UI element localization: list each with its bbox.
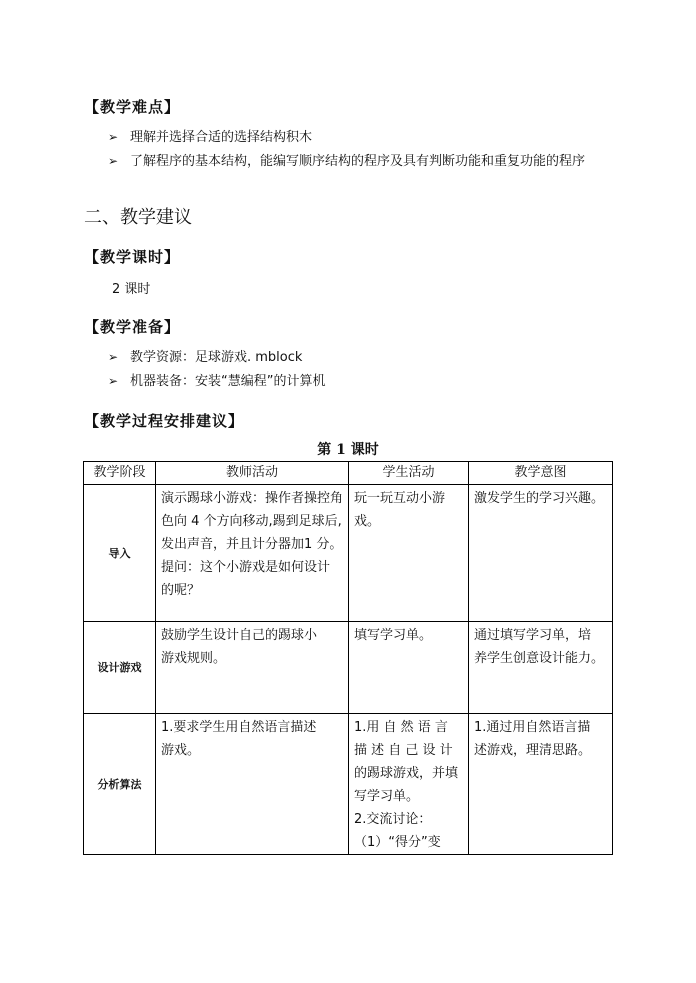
header-stage: 教学阶段 xyxy=(84,462,156,485)
prep-item xyxy=(108,370,325,389)
teacher-line: 鼓励学生设计自己的踢球小 xyxy=(161,628,318,643)
difficulty-item-text: 理解并选择合适的选择结构积木 xyxy=(130,130,313,145)
student-line: （1）“得分”变 xyxy=(354,835,441,850)
teacher-line: 的呢？ xyxy=(161,583,201,598)
difficulty-heading: 【教学难点】 xyxy=(84,98,181,116)
lesson-plan-table xyxy=(83,461,613,855)
teacher-line: 1.要求学生用自然语言描述 xyxy=(161,720,317,735)
difficulty-item xyxy=(108,126,312,145)
table-header-row xyxy=(84,462,613,485)
prep-item-text: 机器装备：安装“慧编程”的计算机 xyxy=(130,374,326,389)
difficulty-item xyxy=(108,150,585,169)
student-line: 填写学习单。 xyxy=(354,628,433,643)
student-cell xyxy=(349,622,469,714)
header-intent: 教学意图 xyxy=(469,462,613,485)
student-cell xyxy=(349,485,469,622)
teacher-line: 游戏规则。 xyxy=(161,651,227,666)
student-line: 1.用 自 然 语 言 xyxy=(354,720,448,735)
table-row xyxy=(84,714,613,855)
table-row xyxy=(84,485,613,622)
teacher-line: 提问：这个小游戏是如何设计 xyxy=(161,560,331,575)
stage-cell: 导入 xyxy=(84,485,156,622)
lesson-title: 第 1 课时 xyxy=(317,442,379,458)
arrow-bullet-icon: ➢ xyxy=(108,130,119,144)
intent-line: 养学生创意设计能力。 xyxy=(474,651,605,666)
arrow-bullet-icon: ➢ xyxy=(108,350,119,364)
intent-line: 激发学生的学习兴趣。 xyxy=(474,491,605,506)
student-line: 2.交流讨论： xyxy=(354,812,432,827)
teacher-line: 游戏。 xyxy=(161,743,201,758)
prep-heading: 【教学准备】 xyxy=(84,318,181,336)
section-title: 二、教学建议 xyxy=(84,207,192,228)
hours-heading: 【教学课时】 xyxy=(84,248,181,266)
student-line: 玩一玩互动小游 xyxy=(354,491,446,506)
arrow-bullet-icon: ➢ xyxy=(108,374,119,388)
arrow-bullet-icon: ➢ xyxy=(108,154,119,168)
teacher-cell xyxy=(156,622,349,714)
prep-item xyxy=(108,346,302,365)
intent-line: 通过填写学习单，培 xyxy=(474,628,592,643)
teacher-cell xyxy=(156,485,349,622)
student-line: 描 述 自 己 设 计 xyxy=(354,743,453,758)
prep-item-text: 教学资源：足球游戏. mblock xyxy=(130,350,303,365)
table-row xyxy=(84,622,613,714)
intent-cell xyxy=(469,622,613,714)
intent-cell xyxy=(469,485,613,622)
intent-line: 1.通过用自然语言描 xyxy=(474,720,591,735)
student-line: 的踢球游戏，并填 xyxy=(354,766,459,781)
hours-value: 2 课时 xyxy=(112,282,151,297)
student-line: 写学习单。 xyxy=(354,789,420,804)
stage-cell: 设计游戏 xyxy=(84,622,156,714)
intent-cell xyxy=(469,714,613,855)
process-heading: 【教学过程安排建议】 xyxy=(84,412,245,430)
intent-line: 述游戏，理清思路。 xyxy=(474,743,592,758)
teacher-line: 演示踢球小游戏：操作者操控角 xyxy=(161,491,344,506)
student-line: 戏。 xyxy=(354,514,381,529)
teacher-line: 色向 4 个方向移动,踢到足球后, xyxy=(161,514,342,529)
stage-cell: 分析算法 xyxy=(84,714,156,855)
header-teacher: 教师活动 xyxy=(156,462,349,485)
teacher-line: 发出声音，并且计分器加1 分。 xyxy=(161,537,343,552)
header-student: 学生活动 xyxy=(349,462,469,485)
student-cell xyxy=(349,714,469,855)
teacher-cell xyxy=(156,714,349,855)
difficulty-item-text: 了解程序的基本结构，能编写顺序结构的程序及具有判断功能和重复功能的程序 xyxy=(130,154,586,169)
